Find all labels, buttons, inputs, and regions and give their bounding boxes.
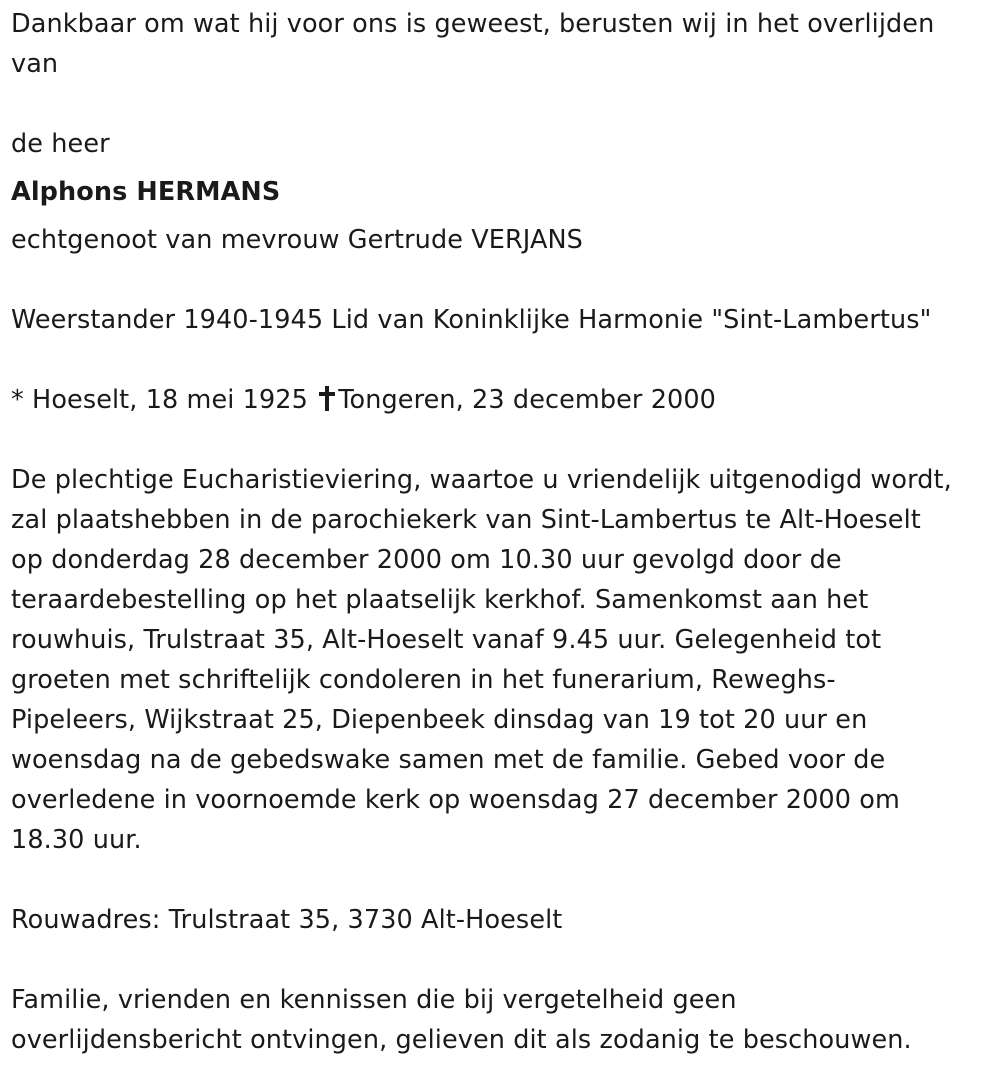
mourning-address: Rouwadres: Trulstraat 35, 3730 Alt-Hoeselt xyxy=(11,905,563,935)
ceremony-line-3: op donderdag 28 december 2000 om 10.30 uur gevolgd door de xyxy=(11,545,842,575)
dates-line xyxy=(11,380,716,420)
ceremony-line-1: De plechtige Eucharistieviering, waartoe u vriendelijk uitgenodigd wordt, xyxy=(11,465,952,495)
ceremony-line-10: 18.30 uur. xyxy=(11,825,142,855)
roles-line: Weerstander 1940-1945 Lid van Koninklijke Harmonie "Sint-Lambertus" xyxy=(11,305,932,335)
ceremony-line-8: woensdag na de gebedswake samen met de familie. Gebed voor de xyxy=(11,745,886,775)
death-info: Tongeren, 23 december 2000 xyxy=(338,385,716,415)
closing-line-1: Familie, vrienden en kennissen die bij vergetelheid geen xyxy=(11,985,737,1015)
ceremony-line-7: Pipeleers, Wijkstraat 25, Diepenbeek dinsdag van 19 tot 20 uur en xyxy=(11,705,868,735)
ceremony-line-5: rouwhuis, Trulstraat 35, Alt-Hoeselt vanaf 9.45 uur. Gelegenheid tot xyxy=(11,625,882,655)
intro-line-1: Dankbaar om wat hij voor ons is geweest, berusten wij in het overlijden xyxy=(11,9,935,39)
ceremony-line-4: teraardebestelling op het plaatselijk kerkhof. Samenkomst aan het xyxy=(11,585,869,615)
deceased-name: Alphons HERMANS xyxy=(11,177,281,207)
ceremony-line-9: overledene in voornoemde kerk op woensdag 27 december 2000 om xyxy=(11,785,900,815)
birth-info: * Hoeselt, 18 mei 1925 xyxy=(11,385,308,415)
cross-icon xyxy=(318,385,336,411)
intro-line-2: van xyxy=(11,49,59,79)
spouse-line: echtgenoot van mevrouw Gertrude VERJANS xyxy=(11,225,583,255)
salutation: de heer xyxy=(11,129,110,159)
ceremony-line-6: groeten met schriftelijk condoleren in het funerarium, Reweghs- xyxy=(11,665,836,695)
closing-line-2: overlijdensbericht ontvingen, gelieven dit als zodanig te beschouwen. xyxy=(11,1025,912,1055)
ceremony-line-2: zal plaatshebben in de parochiekerk van Sint-Lambertus te Alt-Hoeselt xyxy=(11,505,921,535)
